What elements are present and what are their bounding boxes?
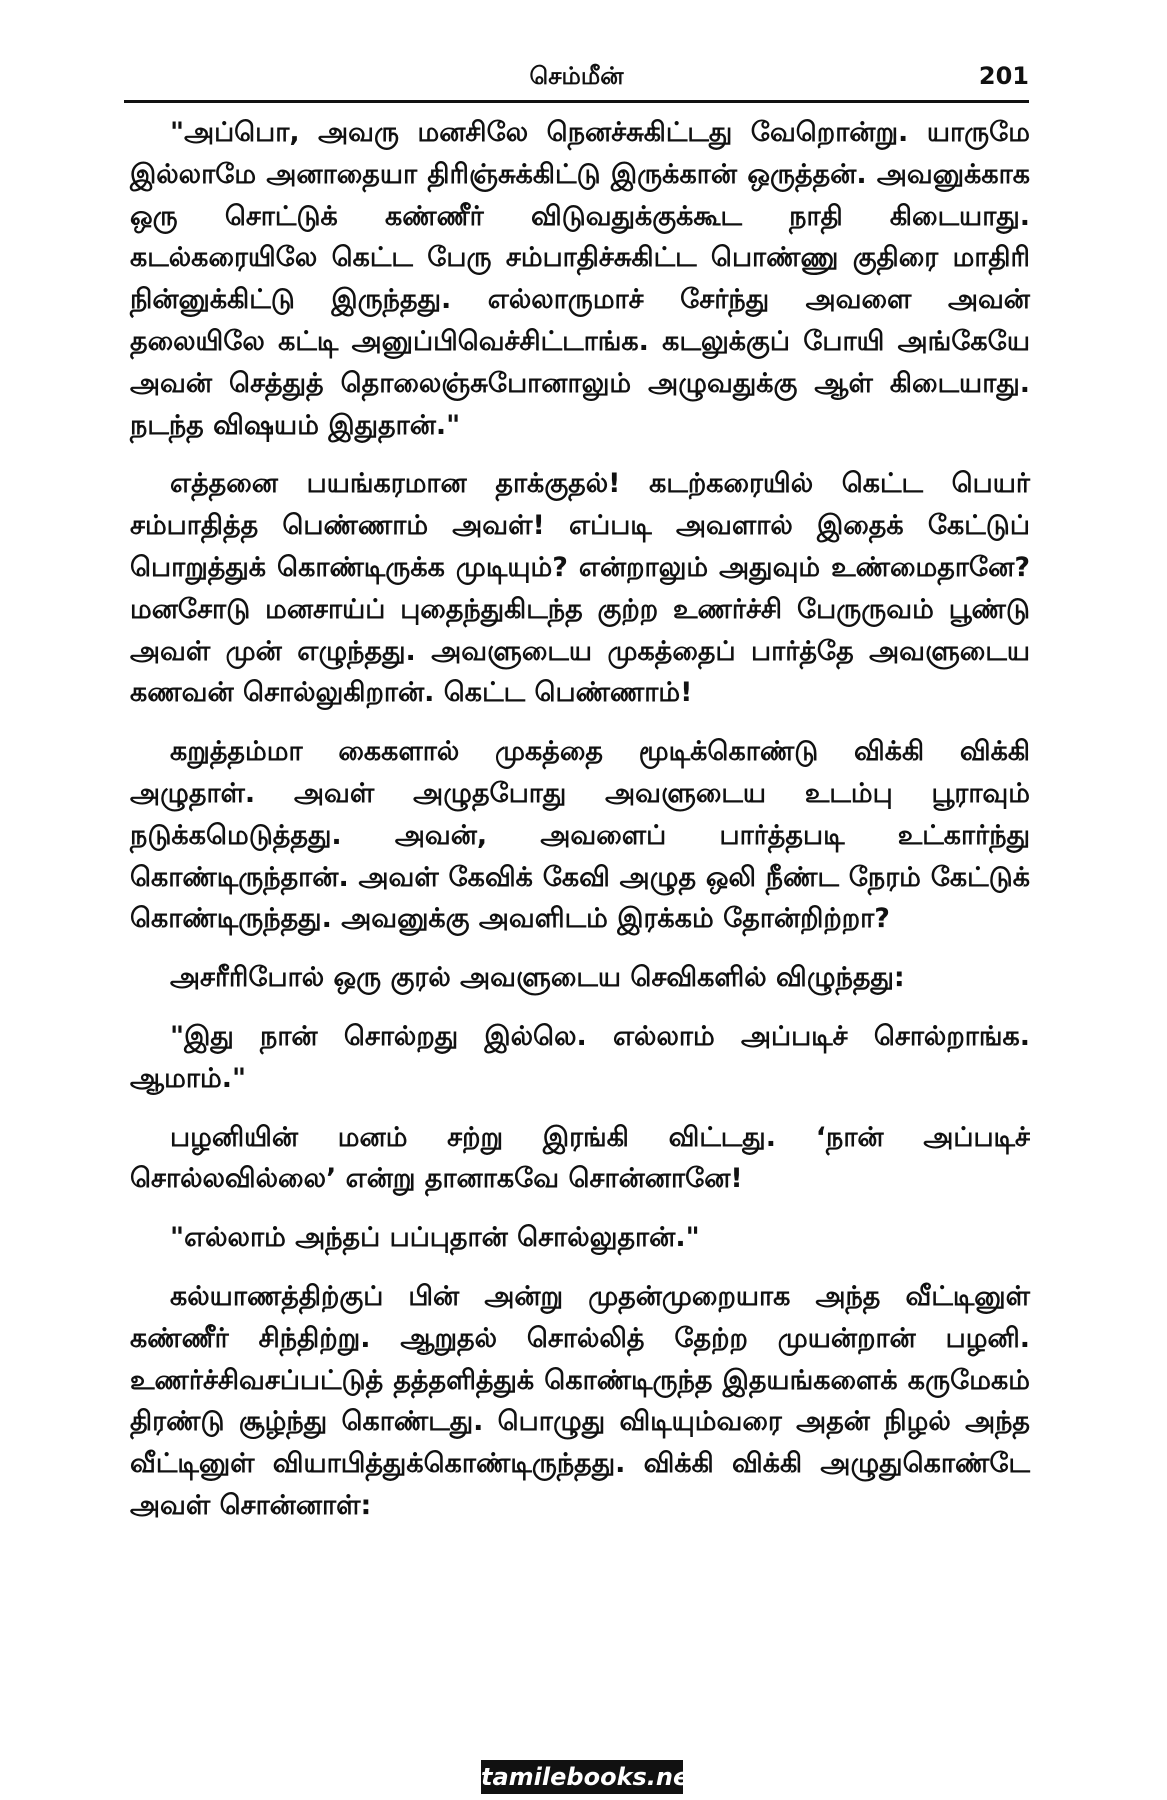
page-header xyxy=(124,62,1029,102)
paragraph-6: பழனியின் மனம் சற்று இரங்கி விட்டது. ‘நான் அப்படிச் சொல்லவில்லை’ என்று தானாகவே சொன்னானே! xyxy=(130,1121,1030,1195)
paragraph-8: கல்யாணத்திற்குப் பின் அன்று முதன்முறையாக அந்த வீட்டினுள் கண்ணீர் சிந்திற்று. ஆறுதல் சொல்லித் தேற்ற முயன்றான் பழனி. உணர்ச்சிவசப்பட்டுத் தத்தளித்துக் கொண்டிருந்த இதயங்களைக் கருமேகம் திரண்டு சூழ்ந்து கொண்டது. பொழுது விடியும்வரை அதன் நிழல் அந்த வீட்டினுள் வியாபித்துக்கொண்டிருந்தது. விக்கி விக்கி அழுதுகொண்டே அவள் சொன்னாள்: xyxy=(130,1280,1030,1521)
paragraph-1: "அப்பொ, அவரு மனசிலே நெனச்சுகிட்டது வேறொன்று. யாருமே இல்லாமே அனாதையா திரிஞ்சுக்கிட்டு இருக்கான் ஒருத்தன். அவனுக்காக ஒரு சொட்டுக் கண்ணீர் விடுவதுக்குக்கூட நாதி கிடையாது. கடல்கரையிலே கெட்ட பேரு சம்பாதிச்சுகிட்ட பொண்ணு குதிரை மாதிரி நின்னுக்கிட்டு இருந்தது. எல்லாருமாச் சேர்ந்து அவளை அவன் தலையிலே கட்டி அனுப்பிவெச்சிட்டாங்க. கடலுக்குப் போயி அங்கேயே அவன் செத்துத் தொலைஞ்சுபோனாலும் அழுவதுக்கு ஆள் கிடையாது. நடந்த விஷயம் இதுதான்." xyxy=(130,117,1030,441)
paragraph-3: கறுத்தம்மா கைகளால் முகத்தை மூடிக்கொண்டு விக்கி விக்கி அழுதாள். அவள் அழுதபோது அவளுடைய உடம்பு பூராவும் நடுக்கமெடுத்தது. அவன், அவளைப் பார்த்தபடி உட்கார்ந்து கொண்டிருந்தான். அவள் கேவிக் கேவி அழுத ஒலி நீண்ட நேரம் கேட்டுக் கொண்டிருந்தது. அவனுக்கு அவளிடம் இரக்கம் தோன்றிற்றா? xyxy=(130,736,1030,935)
running-title: செம்மீன் xyxy=(529,62,624,90)
page-body xyxy=(130,112,1030,1527)
paragraph-2: எத்தனை பயங்கரமான தாக்குதல்! கடற்கரையில் கெட்ட பெயர் சம்பாதித்த பெண்ணாம் அவள்! எப்படி அவளால் இதைக் கேட்டுப் பொறுத்துக் கொண்டிருக்க முடியும்? என்றாலும் அதுவும் உண்மைதானே? மனசோடு மனசாய்ப் புதைந்துகிடந்த குற்ற உணர்ச்சி பேருருவம் பூண்டு அவள் முன் எழுந்தது. அவளுடைய முகத்தைப் பார்த்தே அவளுடைய கணவன் சொல்லுகிறான். கெட்ட பெண்ணாம்! xyxy=(130,468,1030,709)
site-watermark: tamilebooks.net xyxy=(481,1760,683,1794)
page-number: 201 xyxy=(978,62,1029,90)
paragraph-4: அசரீரிபோல் ஒரு குரல் அவளுடைய செவிகளில் விழுந்தது: xyxy=(170,962,905,994)
paragraph-5: "இது நான் சொல்றது இல்லெ. எல்லாம் அப்படிச் சொல்றாங்க. ஆமாம்." xyxy=(130,1020,1030,1094)
paragraph-7: "எல்லாம் அந்தப் பப்புதான் சொல்லுதான்." xyxy=(170,1222,700,1254)
header-rule xyxy=(124,100,1029,103)
